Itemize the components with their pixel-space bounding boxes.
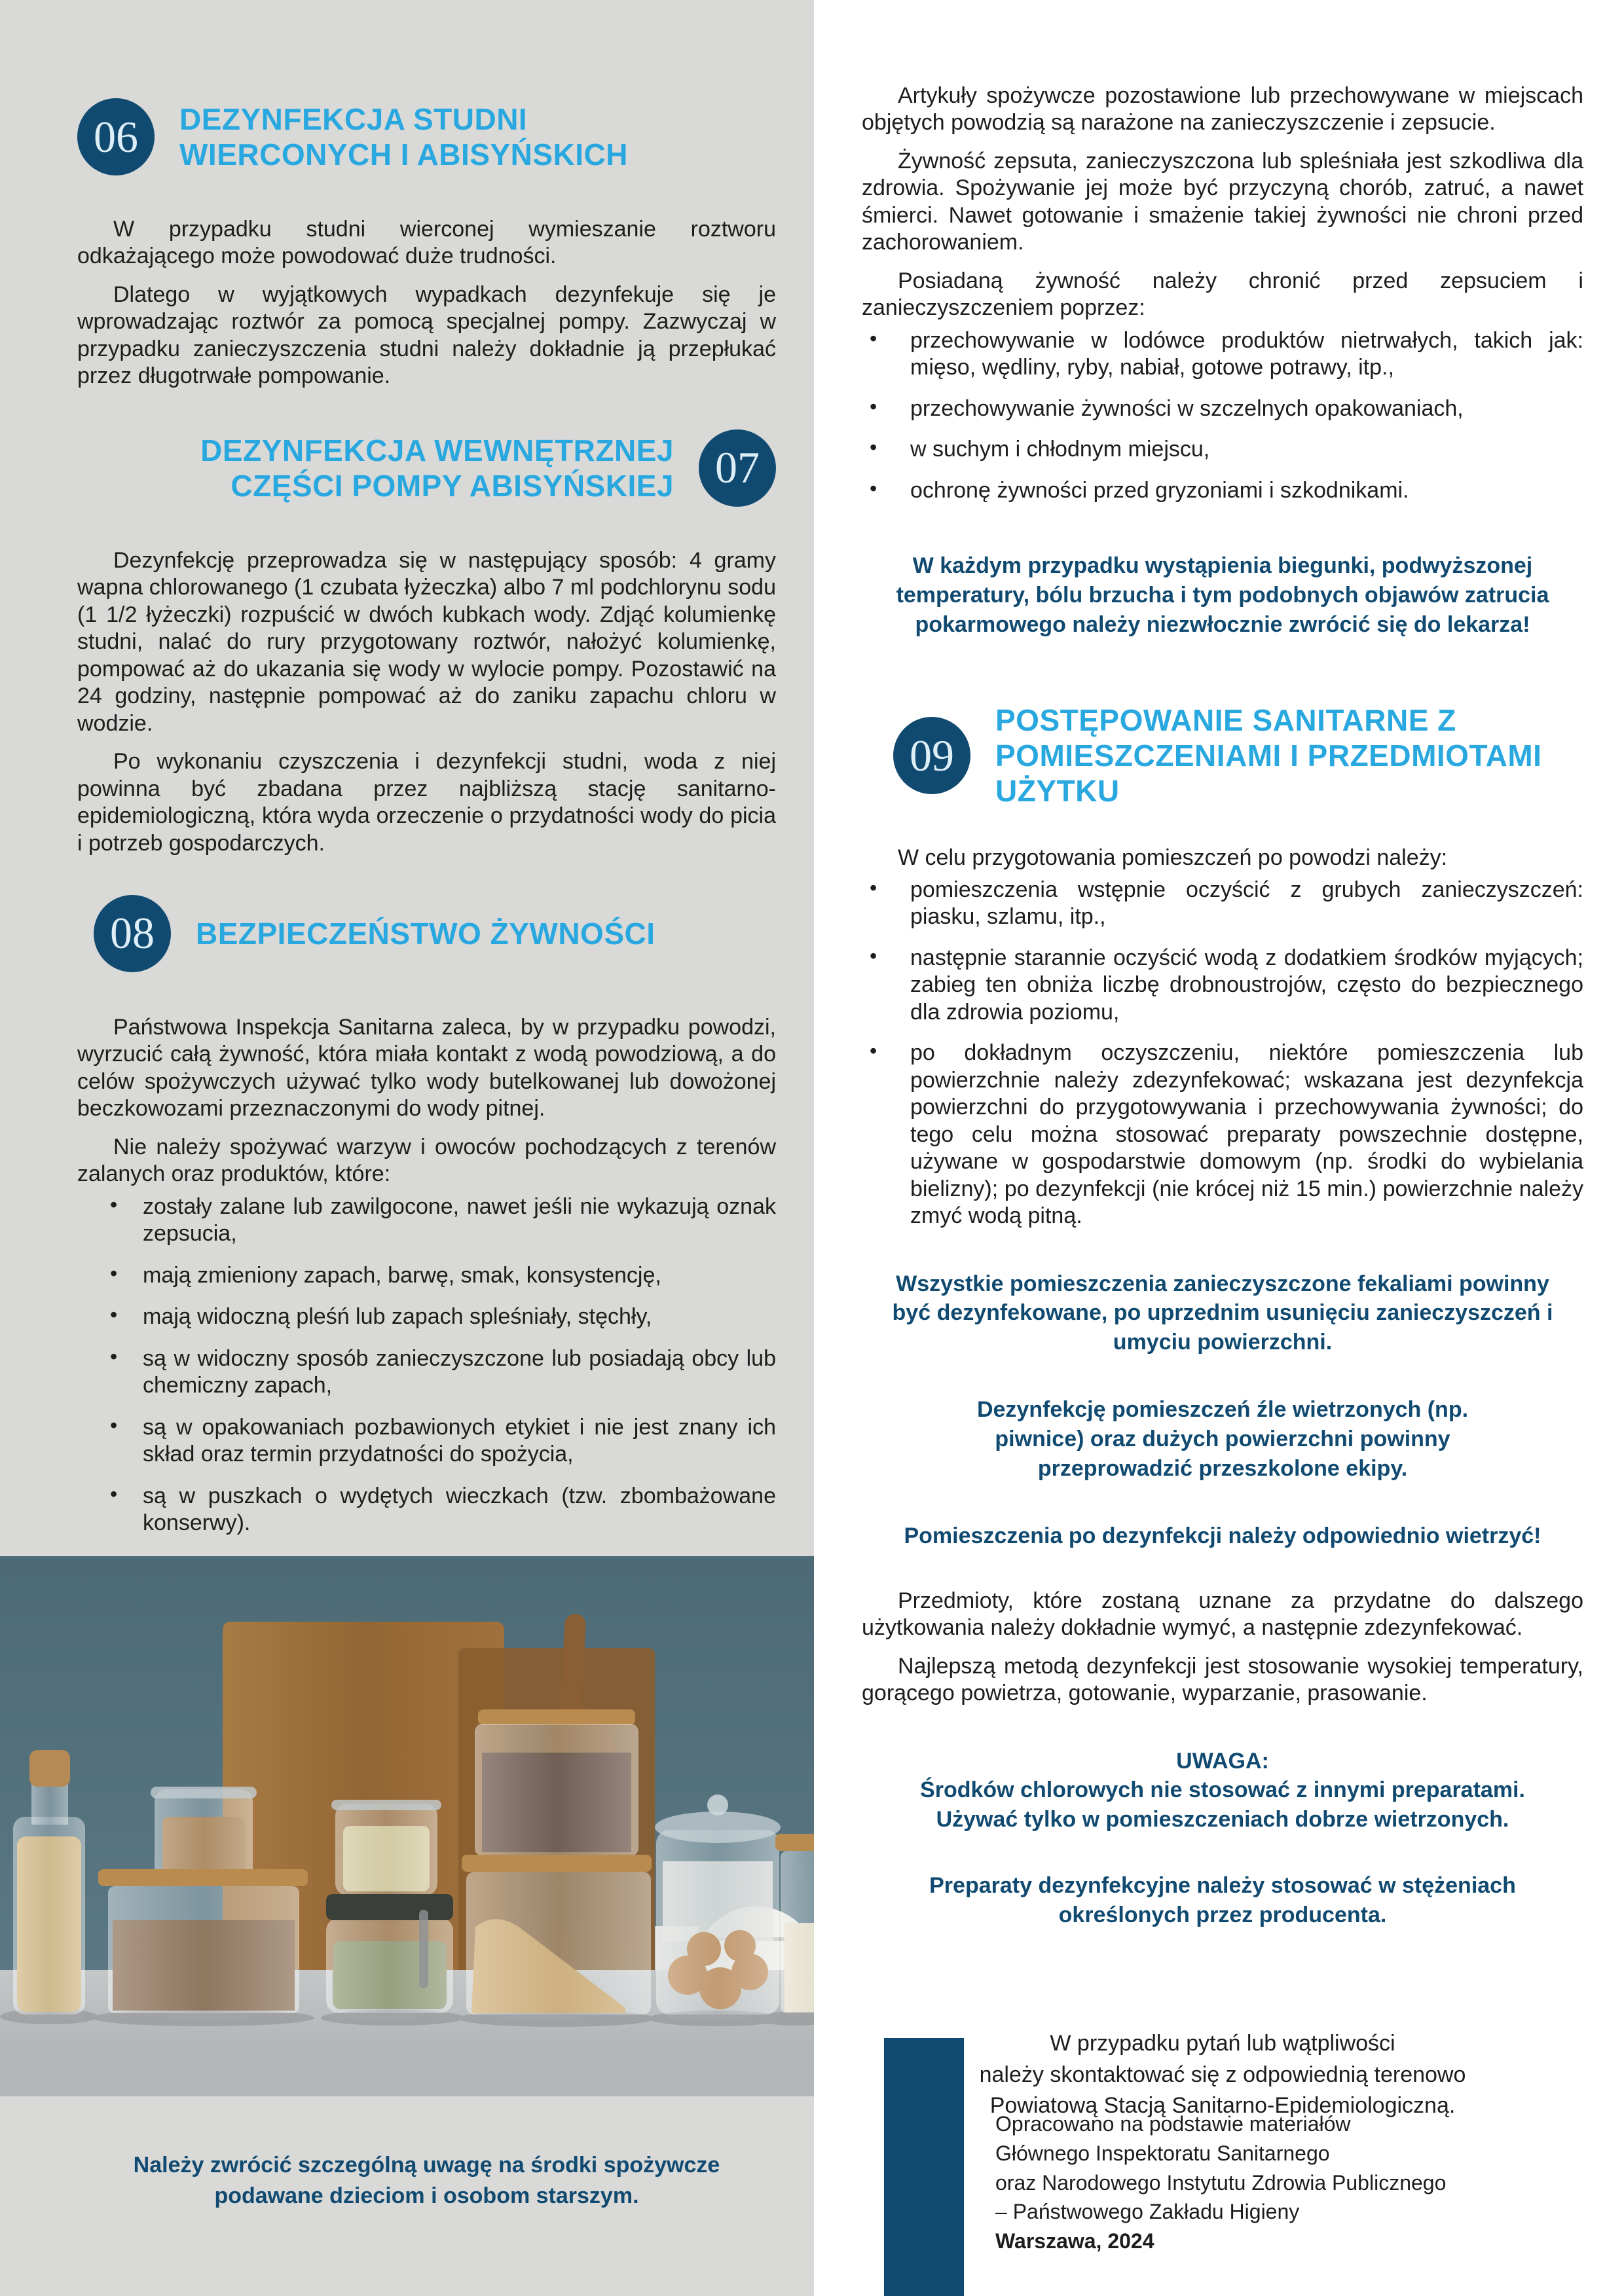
section-08-number: 08 [110, 908, 155, 958]
section-07-number: 07 [715, 443, 760, 493]
uwaga-title: UWAGA: [1176, 1748, 1269, 1774]
list-item: • są w opakowaniach pozbawionych etykiet i nie jest znany ich skład oraz termin przydatności do spożycia, [77, 1414, 776, 1468]
section-09-intro: W celu przygotowania pomieszczeń po powodzi należy: [898, 845, 1448, 870]
uwaga-line-2: Używać tylko w pomieszczeniach dobrze wietrzonych. [936, 1807, 1509, 1832]
section-07-paragraph-1: Dezynfekcję przeprowadza się w następujący sposób: 4 gramy wapna chlorowanego (1 czubata łyżeczka) albo 7 ml podchlorynu sodu (1 1/2 łyżeczki) rozpuścić w dwóch kubkach wody. Zdjąć kolumienkę studni, nalać do rury przygotowany roztwór, nałożyć kolumienkę, pompować aż do ukazania się wody w wylocie pompy. Pozostawić na 24 godziny, następnie pompować aż do zaniku zapachu chloru w wodzie. [77, 547, 776, 736]
rooms-preparation-list [862, 877, 1583, 1230]
doctor-warning: W każdym przypadku wystąpienia biegunki, podwyższonej temperatury, bólu brzucha i tym podobnych objawów zatrucia pokarmowego należy niezwłocznie zwrócić się do lekarza! [896, 553, 1549, 637]
section-07-header [77, 429, 776, 507]
section-09-number: 09 [910, 730, 954, 780]
credit-line: Opracowano na podstawie materiałów [995, 2112, 1351, 2136]
list-item: • przechowywanie żywności w szczelnych opakowaniach, [862, 395, 1583, 422]
section-07-title: DEZYNFEKCJA WEWNĘTRZNEJ CZĘŚCI POMPY ABISYŃSKIEJ [200, 433, 674, 503]
food-paragraph-2: Żywność zepsuta, zanieczyszczona lub spleśniała jest szkodliwa dla zdrowia. Spożywanie jej może być przyczyną chorób, zatruć, a nawet śmierci. Nawet gotowanie i smażenie takiej żywności nie chroni przed zachorowaniem. [862, 148, 1583, 255]
section-08-header [94, 895, 776, 972]
right-column [814, 0, 1624, 2296]
uwaga-block [862, 1747, 1583, 1835]
contact-line: należy skontaktować się z odpowiednią terenowo [979, 2062, 1466, 2087]
section-07-paragraph-2: Po wykonaniu czyszczenia i dezynfekcji studni, woda z niej powinna być zbadana przez najbliższą stację sanitarno-epidemiologiczną, która wyda orzeczenie o przydatności wody do picia i potrzeb gospodarczych. [77, 749, 776, 856]
uwaga-line-1: Środków chlorowych nie stosować z innymi preparatami. [920, 1777, 1525, 1803]
section-06-badge [77, 98, 155, 175]
list-item: • w suchym i chłodnym miejscu, [862, 436, 1583, 463]
photo-caption: Należy zwrócić szczególną uwagę na środki spożywcze podawane dzieciom i osobom starszym. [133, 2153, 720, 2209]
section-09-title: POSTĘPOWANIE SANITARNE Z POMIESZCZENIAMI I PRZEDMIOTAMI UŻYTKU [995, 702, 1542, 809]
list-item: • mają zmieniony zapach, barwę, smak, konsystencję, [77, 1262, 776, 1289]
trained-teams-notice: Dezynfekcję pomieszczeń źle wietrzonych (np. piwnice) oraz dużych powierzchni powinny przeprowadzić przeszkolone ekipy. [976, 1397, 1469, 1481]
food-paragraph-3: Posiadaną żywność należy chronić przed zepsuciem i zanieczyszczeniem poprzez: [862, 268, 1583, 321]
food-paragraph-1: Artykuły spożywcze pozostawione lub przechowywane w miejscach objętych powodzią są narażone na zanieczyszczenie i zepsucie. [862, 83, 1583, 136]
list-item: • pomieszczenia wstępnie oczyścić z grubych zanieczyszczeń: piasku, szlamu, itp., [862, 877, 1583, 931]
food-protection-list [862, 327, 1583, 504]
credit-line: – Państwowego Zakładu Higieny [995, 2200, 1300, 2224]
list-item: • po dokładnym oczyszczeniu, niektóre pomieszczenia lub powierzchnie należy zdezynfekować; wskazana jest dezynfekcja powierzchni do przygotowywania i przechowywania żywności; do tego celu można stosować preparaty powszechnie dostępne, używane w gospodarstwie domowym (np. środki do wybielania bielizny); po dezynfekcji (nie krócej niż 15 min.) powierzchnie należy zmyć wodą pitną. [862, 1040, 1583, 1230]
list-item: • są w widoczny sposób zanieczyszczone lub posiadają obcy lub chemiczny zapach, [77, 1345, 776, 1400]
ventilation-notice: Pomieszczenia po dezynfekcji należy odpowiednio wietrzyć! [904, 1523, 1541, 1548]
credit-line: Głównego Inspektoratu Sanitarnego [995, 2141, 1330, 2165]
list-item: • mają widoczną pleśń lub zapach spleśniały, stęchły, [77, 1303, 776, 1330]
credit-line: oraz Narodowego Instytutu Zdrowia Publicznego [995, 2170, 1447, 2195]
section-06-header [77, 98, 776, 175]
list-item: • są w puszkach o wydętych wieczkach (tzw. zbombażowane konserwy). [77, 1483, 776, 1537]
pantry-photo [0, 1556, 814, 2096]
contact-line: Powiatową Stacją Sanitarno-Epidemiologiczną. [989, 2093, 1456, 2119]
credit-city-year: Warszawa, 2024 [995, 2229, 1154, 2253]
contact-info [862, 2028, 1583, 2122]
section-06-paragraph-2: Dlatego w wyjątkowych wypadkach dezynfekuje się je wprowadzając roztwór za pomocą specjalnej pompy. Zazwyczaj w przypadku zanieczyszczenia studni należy dokładnie ją przepłukać przez długotrwałe pompowanie. [77, 282, 776, 389]
section-06-paragraph-1: W przypadku studni wierconej wymieszanie roztworu odkażającego może powodować duże trudności. [77, 217, 776, 269]
preparations-notice: Preparaty dezynfekcyjne należy stosować w stężeniach określonych przez producenta. [929, 1873, 1516, 1928]
list-item: • przechowywanie w lodówce produktów nietrwałych, takich jak: mięso, wędliny, ryby, nabiał, gotowe potrawy, itp., [862, 327, 1583, 382]
section-07-badge [699, 429, 776, 507]
list-item: • ochronę żywności przed gryzoniami i szkodnikami. [862, 477, 1583, 504]
section-08-title: BEZPIECZEŃSTWO ŻYWNOŚCI [196, 916, 655, 951]
section-08-badge [94, 895, 171, 972]
items-paragraph: Przedmioty, które zostaną uznane za przydatne do dalszego użytkowania należy dokładnie wymyć, a następnie zdezynfekować. [862, 1588, 1583, 1641]
list-item: • następnie starannie oczyścić wodą z dodatkiem środków myjących; zabieg ten obniża liczbę drobnoustrojów, często do bezpiecznego dla zdrowia poziomu, [862, 945, 1583, 1026]
section-08-paragraph-2: Nie należy spożywać warzyw i owoców pochodzących z terenów zalanych oraz produktów, które: [77, 1134, 776, 1187]
method-paragraph: Najlepszą metodą dezynfekcji jest stosowanie wysokiej temperatury, gorącego powietrza, gotowanie, wyparzanie, prasowanie. [862, 1653, 1583, 1706]
section-06-number: 06 [94, 111, 138, 162]
list-item: • zostały zalane lub zawilgocone, nawet jeśli nie wykazują oznak zepsucia, [77, 1194, 776, 1248]
contact-line: W przypadku pytań lub wątpliwości [1050, 2030, 1395, 2056]
footer-accent-bar [884, 2038, 964, 2296]
section-09-header [893, 702, 1583, 809]
feces-disinfection-notice: Wszystkie pomieszczenia zanieczyszczone fekaliami powinny być dezynfekowane, po uprzednim usunięciu zanieczyszczeń i umyciu powierzchni. [892, 1271, 1553, 1355]
footer-credits [995, 2109, 1446, 2256]
section-06-title: DEZYNFEKCJA STUDNI WIERCONYCH I ABISYŃSKICH [179, 101, 628, 172]
section-09-badge [893, 717, 970, 794]
spoiled-food-list [77, 1194, 776, 1537]
section-08-paragraph-1: Państwowa Inspekcja Sanitarna zaleca, by w przypadku powodzi, wyrzucić całą żywność, która miała kontakt z wodą powodziową, a do celów spożywczych używać tylko wody butelkowanej lub dowożonej beczkowozami przeznaczonymi do wody pitnej. [77, 1014, 776, 1121]
